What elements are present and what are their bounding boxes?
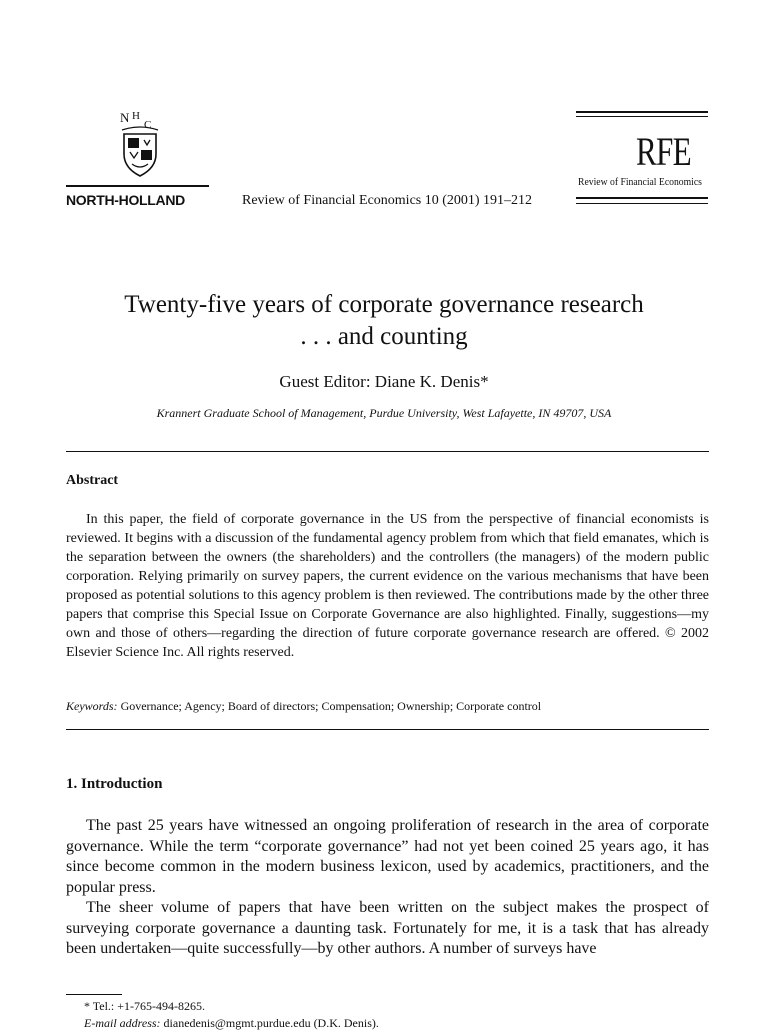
section-heading: 1. Introduction (66, 776, 163, 792)
rfe-rule-top (576, 111, 708, 113)
svg-text:N: N (120, 110, 130, 125)
rfe-rule-bottom-thin (576, 203, 708, 204)
keywords-list: Governance; Agency; Board of directors; Compensation; Ownership; Corporate control (120, 699, 542, 713)
svg-text:C: C (144, 119, 152, 131)
journal-name: Review of Financial Economics (578, 176, 702, 188)
article-title-line2: . . . and counting (300, 323, 468, 350)
footnote-email-address[interactable]: dianedenis@mgmt.purdue.edu (D.K. Denis). (163, 1016, 379, 1030)
author-affiliation: Krannert Graduate School of Management, Purdue University, West Lafayette, IN 49707, USA (156, 406, 612, 420)
footnote-email-label: E-mail address: (84, 1016, 161, 1030)
body-paragraph-2: The sheer volume of papers that have been written on the subject makes the prospect of surveying corporate governance a daunting task. Fortunately for me, it is a task that has already been undertaken—quite successfully—by other authors. A number of surveys have (66, 899, 709, 957)
footnote-rule (66, 994, 122, 995)
guest-editor: Guest Editor: Diane K. Denis* (279, 372, 489, 391)
divider-bottom (66, 729, 709, 730)
keywords-line (66, 699, 541, 714)
divider-top (66, 451, 709, 452)
journal-abbreviation: RFE (636, 129, 691, 174)
footnote-telephone: * Tel.: +1-765-494-8265. (84, 999, 206, 1013)
rfe-rule-bottom (576, 197, 708, 199)
publisher-name: NORTH-HOLLAND (66, 192, 185, 208)
svg-text:H: H (132, 110, 140, 122)
abstract-text: In this paper, the field of corporate governance in the US from the perspective of financial economists is reviewed. It begins with a discussion of the fundamental agency problem from which that field emanates, which is the separation between the owners (the shareholders) and the controllers (the managers) of the modern public corporation. Relying primarily on survey papers, the current evidence on the various mechanisms that have been proposed as potential solutions to this agency problem is then reviewed. The contributions made by the other three papers that comprise this Special Issue on Corporate Governance are also highlighted. Finally, suggestions—my own and those of others—regarding the direction of future corporate governance research are offered. © 2002 Elsevier Science Inc. All rights reserved. (66, 512, 709, 660)
article-title-line1: Twenty-five years of corporate governance research (124, 291, 644, 318)
body-paragraph-1: The past 25 years have witnessed an ongoing proliferation of research in the area of corporate governance. While the term “corporate governance” had not yet been coined 25 years ago, it has since become common in the modern business lexicon, used by academics, practitioners, and the popular press. (66, 817, 709, 896)
abstract-heading: Abstract (66, 473, 119, 488)
crest-icon (118, 110, 162, 180)
journal-citation: Review of Financial Economics 10 (2001) 191–212 (242, 193, 533, 208)
rfe-rule-top-thin (576, 116, 708, 117)
publisher-rule (66, 185, 209, 187)
keywords-label: Keywords: (66, 699, 118, 713)
